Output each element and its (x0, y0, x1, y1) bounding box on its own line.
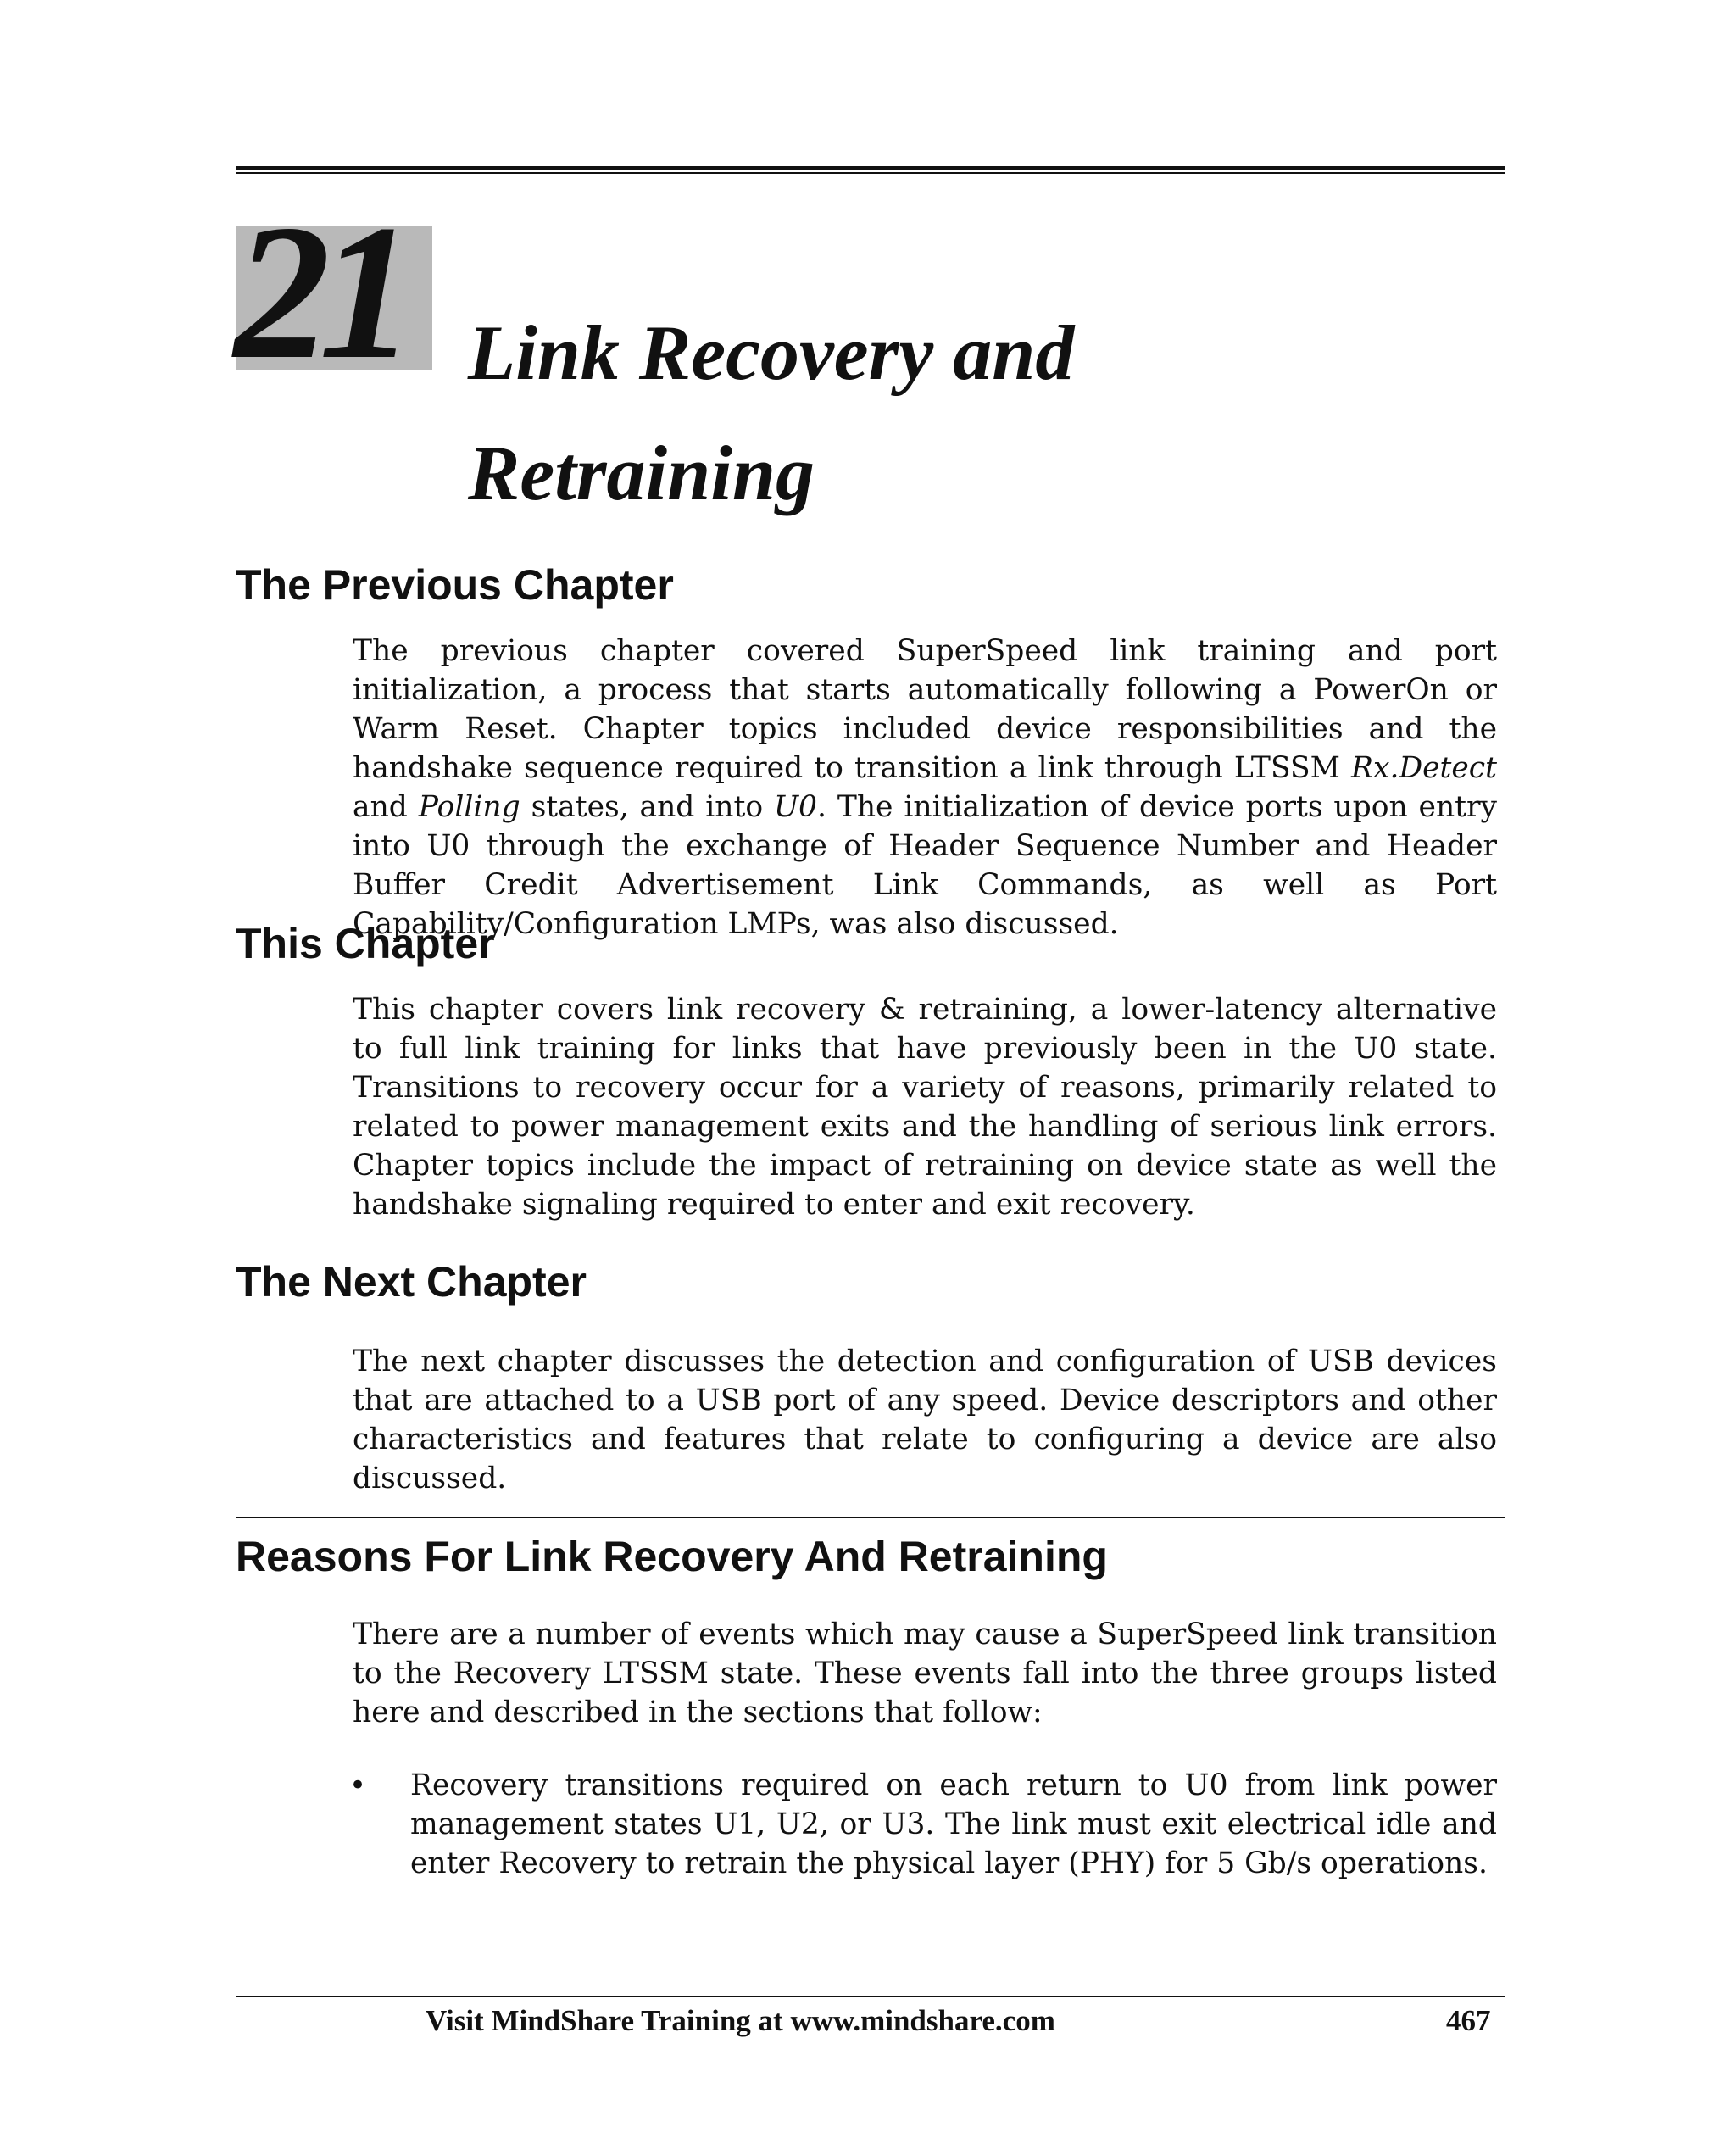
footer-link-text: Visit MindShare Training at www.mindshare.com (426, 2004, 1055, 2037)
paragraph-next-chapter: The next chapter discusses the detection and configuration of USB devices that are attached to a USB port of any speed. Device descriptors and other characteristics and features that relate to configuring a device are also discussed. (353, 1345, 1497, 1495)
heading-reasons: Reasons For Link Recovery And Retraining (236, 1533, 1108, 1580)
previous-italic-rxdetect: Rx.Detect (1351, 751, 1497, 785)
chapter-title-line2: Retraining (468, 430, 815, 516)
chapter-title-line1: Link Recovery and (468, 309, 1075, 396)
heading-this-chapter: This Chapter (236, 920, 495, 967)
previous-italic-u0: U0 (773, 790, 818, 824)
paragraph-reasons: There are a number of events which may cause a SuperSpeed link transition to the Recovery LTSSM state. These events fall into the three groups listed here and described in the sections that follow: (353, 1618, 1497, 1729)
heading-previous-chapter: The Previous Chapter (236, 561, 674, 609)
paragraph-previous-chapter (353, 632, 1497, 944)
top-rule (236, 166, 1505, 170)
previous-text-1: The previous chapter covered SuperSpeed link training and port initialization, a process that starts automatically following a PowerOn or Warm Reset. Chapter topics included device responsibilities and the handshake sequence required to transition a link through LTSSM (353, 634, 1497, 785)
heading-next-chapter: The Next Chapter (236, 1258, 587, 1306)
footer-rule (236, 1996, 1505, 1997)
bullet-item-1: Recovery transitions required on each return to U0 from link power management states U1, U2, or U3. The link must exit electrical idle and enter Recovery to retrain the physical layer (PHY) for 5 Gb/s operations. (410, 1768, 1497, 1880)
previous-text-3: states, and into (520, 790, 774, 824)
previous-text-4: . The initialization of device ports upon entry into U0 through the exchange of Header Sequence Number and Header Buffer Credit Advertisement Link Commands, as well as Port Capability/Configuration LMPs, was also discussed. (353, 790, 1498, 941)
previous-text-2: and (353, 790, 419, 824)
paragraph-this-chapter: This chapter covers link recovery & retraining, a lower-latency alternative to full link training for links that have previously been in the U0 state. Transitions to recovery occur for a variety of reasons, primarily related to related to power management exits and the handling of serious link errors. Chapter topics include the impact of retraining on device state as well the handshake signaling required to enter and exit recovery. (353, 993, 1497, 1222)
section-rule (236, 1517, 1505, 1518)
chapter-number-block (234, 186, 432, 399)
bullet-marker: • (349, 1768, 367, 1802)
previous-italic-polling: Polling (418, 790, 520, 824)
top-rule-thin (236, 172, 1505, 174)
chapter-title (468, 292, 1074, 533)
chapter-number: 21 (234, 186, 403, 399)
page-number: 467 (1446, 2004, 1491, 2037)
